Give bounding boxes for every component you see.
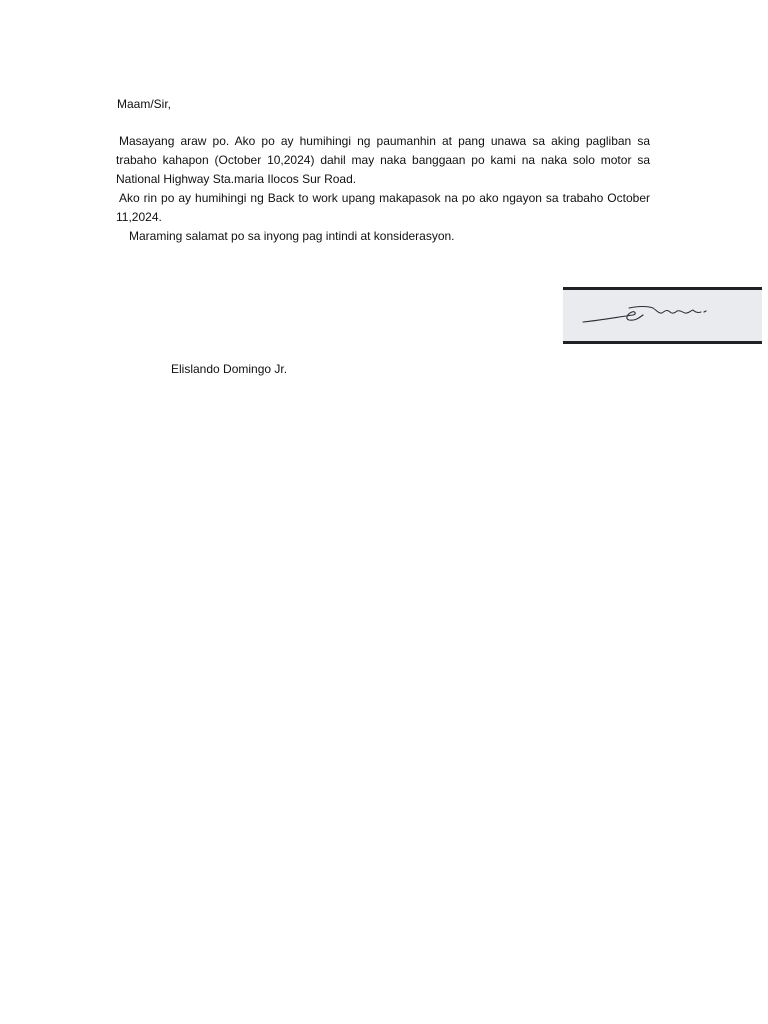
paragraph-thanks: Maraming salamat po sa inyong pag intindi at konsiderasyon. xyxy=(129,229,455,243)
paragraph-apology: Masayang araw po. Ako po ay humihingi ng paumanhin at pang unawa sa aking pagliban sa trabaho kahapon (October 10,2024) dahil may naka banggaan po kami na naka solo motor sa National Highway Sta.maria Ilocos Sur Road. xyxy=(116,134,650,186)
signature-image xyxy=(563,287,762,344)
salutation: Maam/Sir, xyxy=(117,97,172,111)
letter-body xyxy=(116,132,650,246)
paragraph-back-to-work: Ako rin po ay humihingi ng Back to work upang makapasok na po ako ngayon sa trabaho October 11,2024. xyxy=(116,191,650,224)
signature-scribble xyxy=(563,290,762,341)
signer-name: Elislando Domingo Jr. xyxy=(171,362,288,376)
